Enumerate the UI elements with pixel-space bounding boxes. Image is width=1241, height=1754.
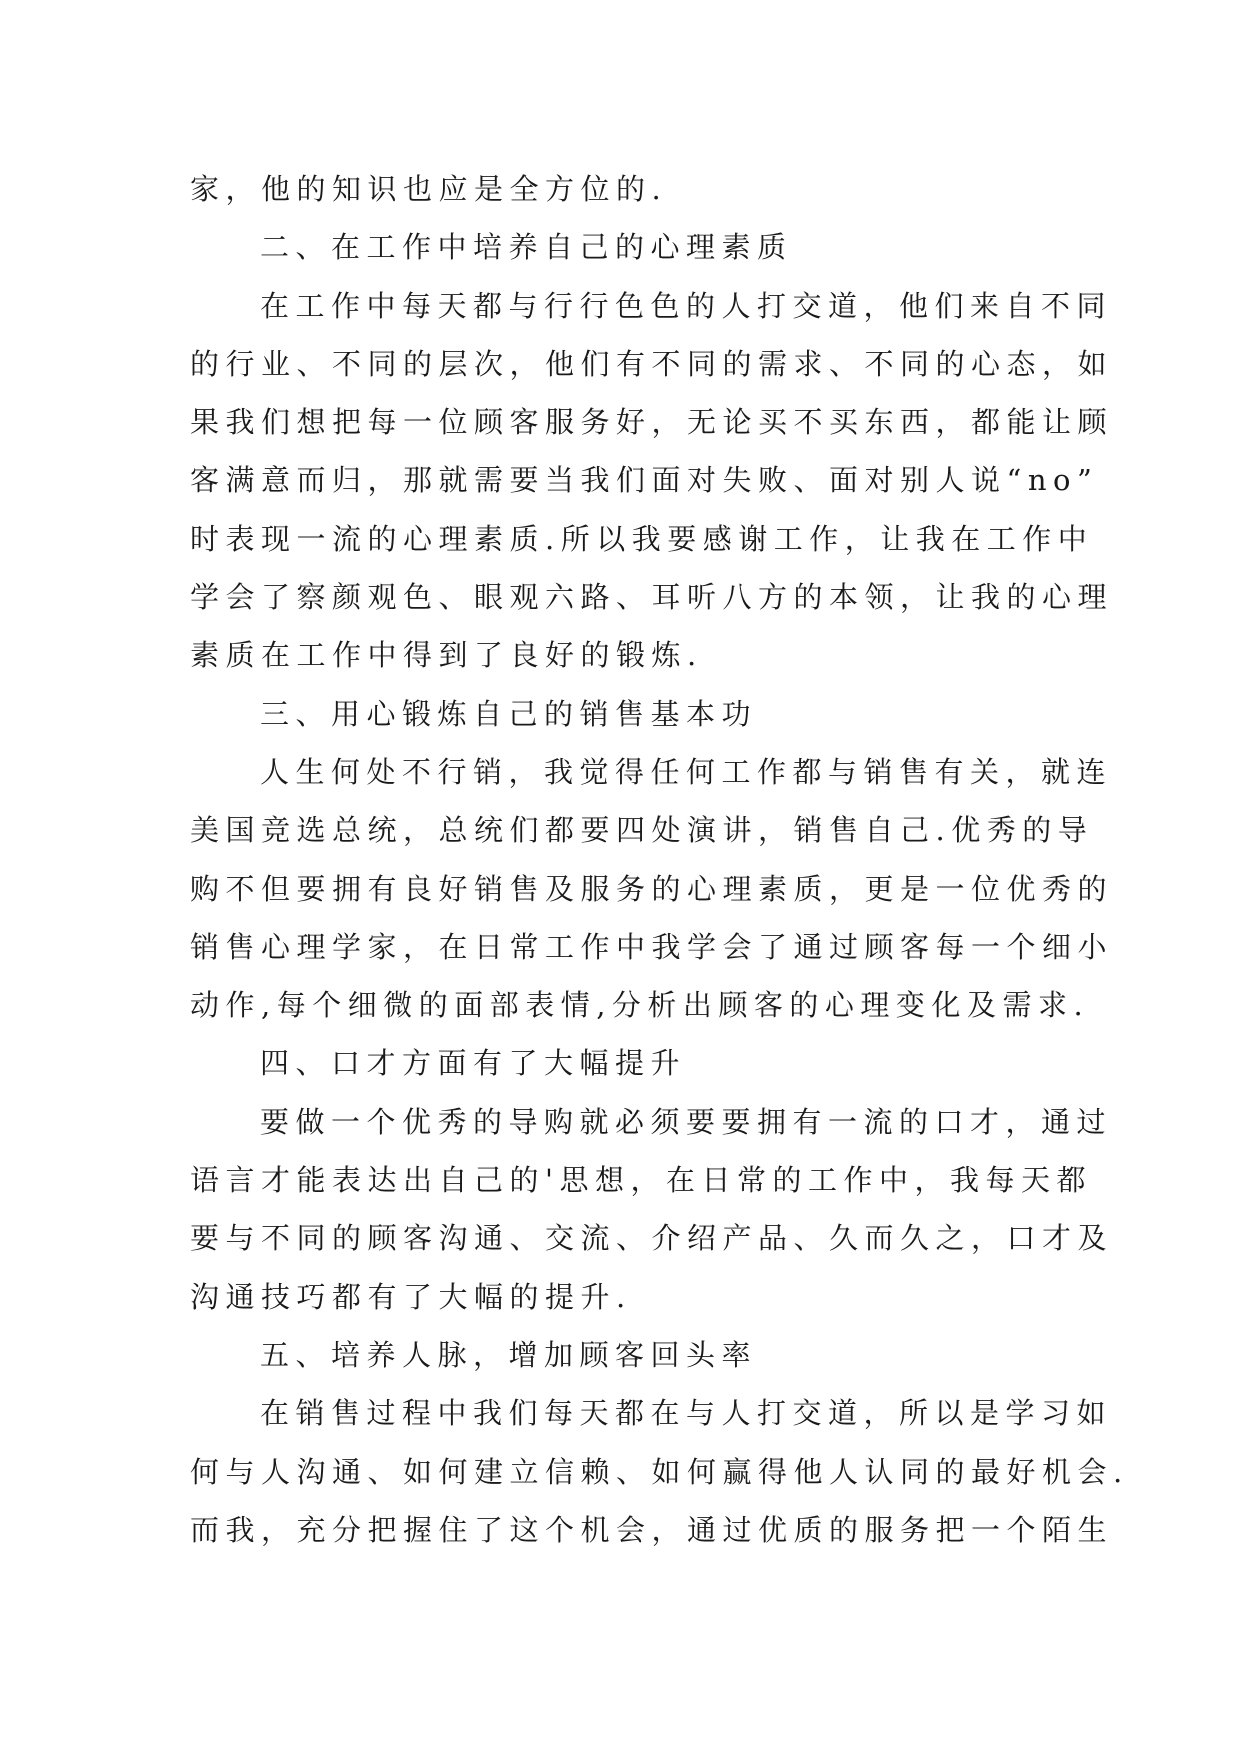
section-heading: 五、培养人脉，增加顾客回头率	[260, 1337, 758, 1372]
paragraph-line: 何与人沟通、如何建立信赖、如何赢得他人认同的最好机会.	[190, 1454, 1129, 1489]
paragraph-line: 动作,每个细微的面部表情,分析出顾客的心理变化及需求.	[190, 988, 1090, 1023]
paragraph-line: 沟通技巧都有了大幅的提升.	[190, 1279, 632, 1314]
body-text	[190, 160, 1129, 1559]
paragraph-line: 销售心理学家，在日常工作中我学会了通过顾客每一个细小	[190, 929, 1114, 964]
paragraph-line: 人生何处不行销，我觉得任何工作都与销售有关，就连	[260, 754, 1113, 789]
paragraph-line: 果我们想把每一位顾客服务好，无论买不买东西，都能让顾	[190, 405, 1114, 440]
paragraph-line: 而我，充分把握住了这个机会，通过优质的服务把一个陌生	[190, 1512, 1114, 1547]
paragraph-line: 家，他的知识也应是全方位的.	[190, 172, 668, 206]
paragraph-line: 购不但要拥有良好销售及服务的心理素质，更是一位优秀的	[190, 871, 1114, 906]
paragraph-line: 客满意而归，那就需要当我们面对失败、面对别人说“no”	[190, 463, 1099, 498]
section-heading: 三、用心锻炼自己的销售基本功	[260, 696, 758, 731]
paragraph-line: 的行业、不同的层次，他们有不同的需求、不同的心态，如	[190, 346, 1114, 381]
paragraph-line: 美国竞选总统，总统们都要四处演讲，销售自己.优秀的导	[190, 813, 1094, 848]
paragraph-line: 在销售过程中我们每天都在与人打交道，所以是学习如	[260, 1396, 1113, 1431]
paragraph-line: 学会了察颜观色、眼观六路、耳听八方的本领，让我的心理	[190, 580, 1114, 615]
section-heading: 四、口才方面有了大幅提升	[260, 1046, 687, 1081]
paragraph-line: 要与不同的顾客沟通、交流、介绍产品、久而久之，口才及	[190, 1221, 1114, 1256]
paragraph-line: 时表现一流的心理素质.所以我要感谢工作，让我在工作中	[190, 521, 1094, 556]
paragraph-line: 语言才能表达出自己的'思想，在日常的工作中，我每天都	[190, 1163, 1092, 1198]
paragraph-line: 要做一个优秀的导购就必须要要拥有一流的口才，通过	[260, 1104, 1113, 1139]
section-heading: 二、在工作中培养自己的心理素质	[260, 230, 793, 265]
paragraph-line: 素质在工作中得到了良好的锻炼.	[190, 638, 703, 673]
paragraph-line: 在工作中每天都与行行色色的人打交道，他们来自不同	[260, 288, 1113, 323]
